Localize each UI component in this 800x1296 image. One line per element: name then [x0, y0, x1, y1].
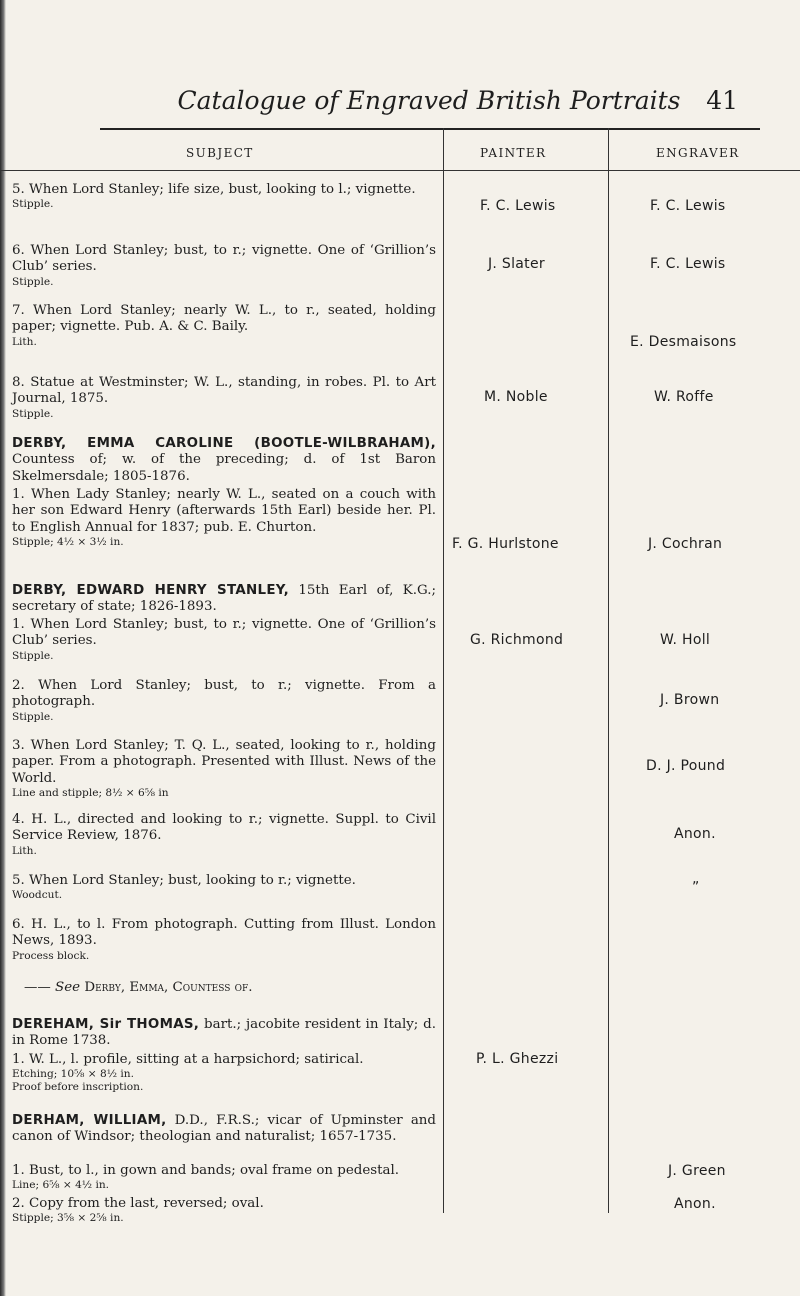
entry: 4. H. L., directed and looking to r.; vignette. Suppl. to Civil Service Review, 1876. Lith.: [12, 812, 436, 857]
subject-heading: DERHAM, WILLIAM, D.D., F.R.S.; vicar of Upminster and canon of Windsor; theologian and naturalist; 1657-1735.: [12, 1113, 436, 1145]
entry: 6. H. L., to l. From photograph. Cutting from Illust. London News, 1893. Process block.: [12, 917, 436, 962]
engraver-cell: F. C. Lewis: [650, 256, 726, 272]
engraver-cell: D. J. Pound: [646, 758, 726, 774]
binding-edge: [0, 0, 6, 1296]
entry: 7. When Lord Stanley; nearly W. L., to r., seated, holding paper; vignette. Pub. A. & C. Baily. Lith.: [12, 303, 436, 348]
page-number: 41: [706, 86, 738, 115]
entry: 1. Bust, to l., in gown and bands; oval frame on pedestal. Line; 6⅝ × 4½ in.: [12, 1163, 400, 1192]
engraver-cell: Anon.: [674, 826, 716, 842]
header-rule: [100, 128, 760, 130]
column-header-subject: SUBJECT: [186, 146, 254, 160]
entry: 1. W. L., l. profile, sitting at a harpsichord; satirical. Etching; 10⅝ × 8½ in. Proof before inscription.: [12, 1052, 364, 1094]
running-head-title: Catalogue of Engraved British Portraits: [177, 86, 681, 115]
engraver-ditto: „: [692, 871, 700, 887]
subject-heading: DERBY, EMMA CAROLINE (BOOTLE-WILBRAHAM), Countess of; w. of the preceding; d. of 1st Baron Skelmersdale; 1805-1876.: [12, 436, 436, 484]
engraver-cell: F. C. Lewis: [650, 198, 726, 214]
painter-cell: J. Slater: [488, 256, 545, 272]
entry: 2. When Lord Stanley; bust, to r.; vignette. From a photograph. Stipple.: [12, 678, 436, 723]
column-divider-1: [443, 128, 444, 1213]
column-divider-2: [608, 128, 609, 1213]
entry: 1. When Lady Stanley; nearly W. L., seated on a couch with her son Edward Henry (afterwards 15th Earl) beside her. Pl. to English Annual for 1837; pub. E. Churton. Stipple; 4½ × 3½ in.: [12, 487, 436, 549]
see-reference: —— See Derby, Emma, Countess of.: [24, 980, 253, 995]
painter-cell: M. Noble: [484, 389, 548, 405]
entry: 2. Copy from the last, reversed; oval. Stipple; 3⅝ × 2⅝ in.: [12, 1196, 264, 1225]
entry: 1. When Lord Stanley; bust, to r.; vignette. One of ‘Grillion’s Club’ series. Stipple.: [12, 617, 436, 662]
painter-cell: P. L. Ghezzi: [476, 1051, 559, 1067]
painter-cell: F. G. Hurlstone: [452, 536, 559, 552]
column-header-rule: [0, 170, 800, 171]
entry: 6. When Lord Stanley; bust, to r.; vignette. One of ‘Grillion’s Club’ series. Stipple.: [12, 243, 436, 288]
painter-cell: F. C. Lewis: [480, 198, 556, 214]
subject-heading: DEREHAM, Sir THOMAS, bart.; jacobite resident in Italy; d. in Rome 1738.: [12, 1017, 436, 1049]
running-head: [120, 86, 738, 118]
entry: 5. When Lord Stanley; bust, looking to r.; vignette. Woodcut.: [12, 873, 356, 902]
column-header-painter: PAINTER: [480, 146, 547, 160]
engraver-cell: W. Holl: [660, 632, 711, 648]
painter-cell: G. Richmond: [470, 632, 564, 648]
entry: 3. When Lord Stanley; T. Q. L., seated, looking to r., holding paper. From a photograph. Presented with Illust. News of the World. Line and stipple; 8½ × 6⅝ in: [12, 738, 436, 800]
engraver-cell: W. Roffe: [654, 389, 714, 405]
engraver-cell: J. Green: [668, 1163, 726, 1179]
column-header-engraver: ENGRAVER: [656, 146, 740, 160]
engraver-cell: Anon.: [674, 1196, 716, 1212]
engraver-cell: J. Brown: [660, 692, 720, 708]
entry: 5. When Lord Stanley; life size, bust, looking to l.; vignette. Stipple.: [12, 182, 416, 211]
entry: 8. Statue at Westminster; W. L., standing, in robes. Pl. to Art Journal, 1875. Stipple.: [12, 375, 436, 420]
engraver-cell: E. Desmaisons: [630, 334, 737, 350]
subject-heading: DERBY, EDWARD HENRY STANLEY, 15th Earl of, K.G.; secretary of state; 1826-1893.: [12, 583, 436, 615]
engraver-cell: J. Cochran: [648, 536, 723, 552]
